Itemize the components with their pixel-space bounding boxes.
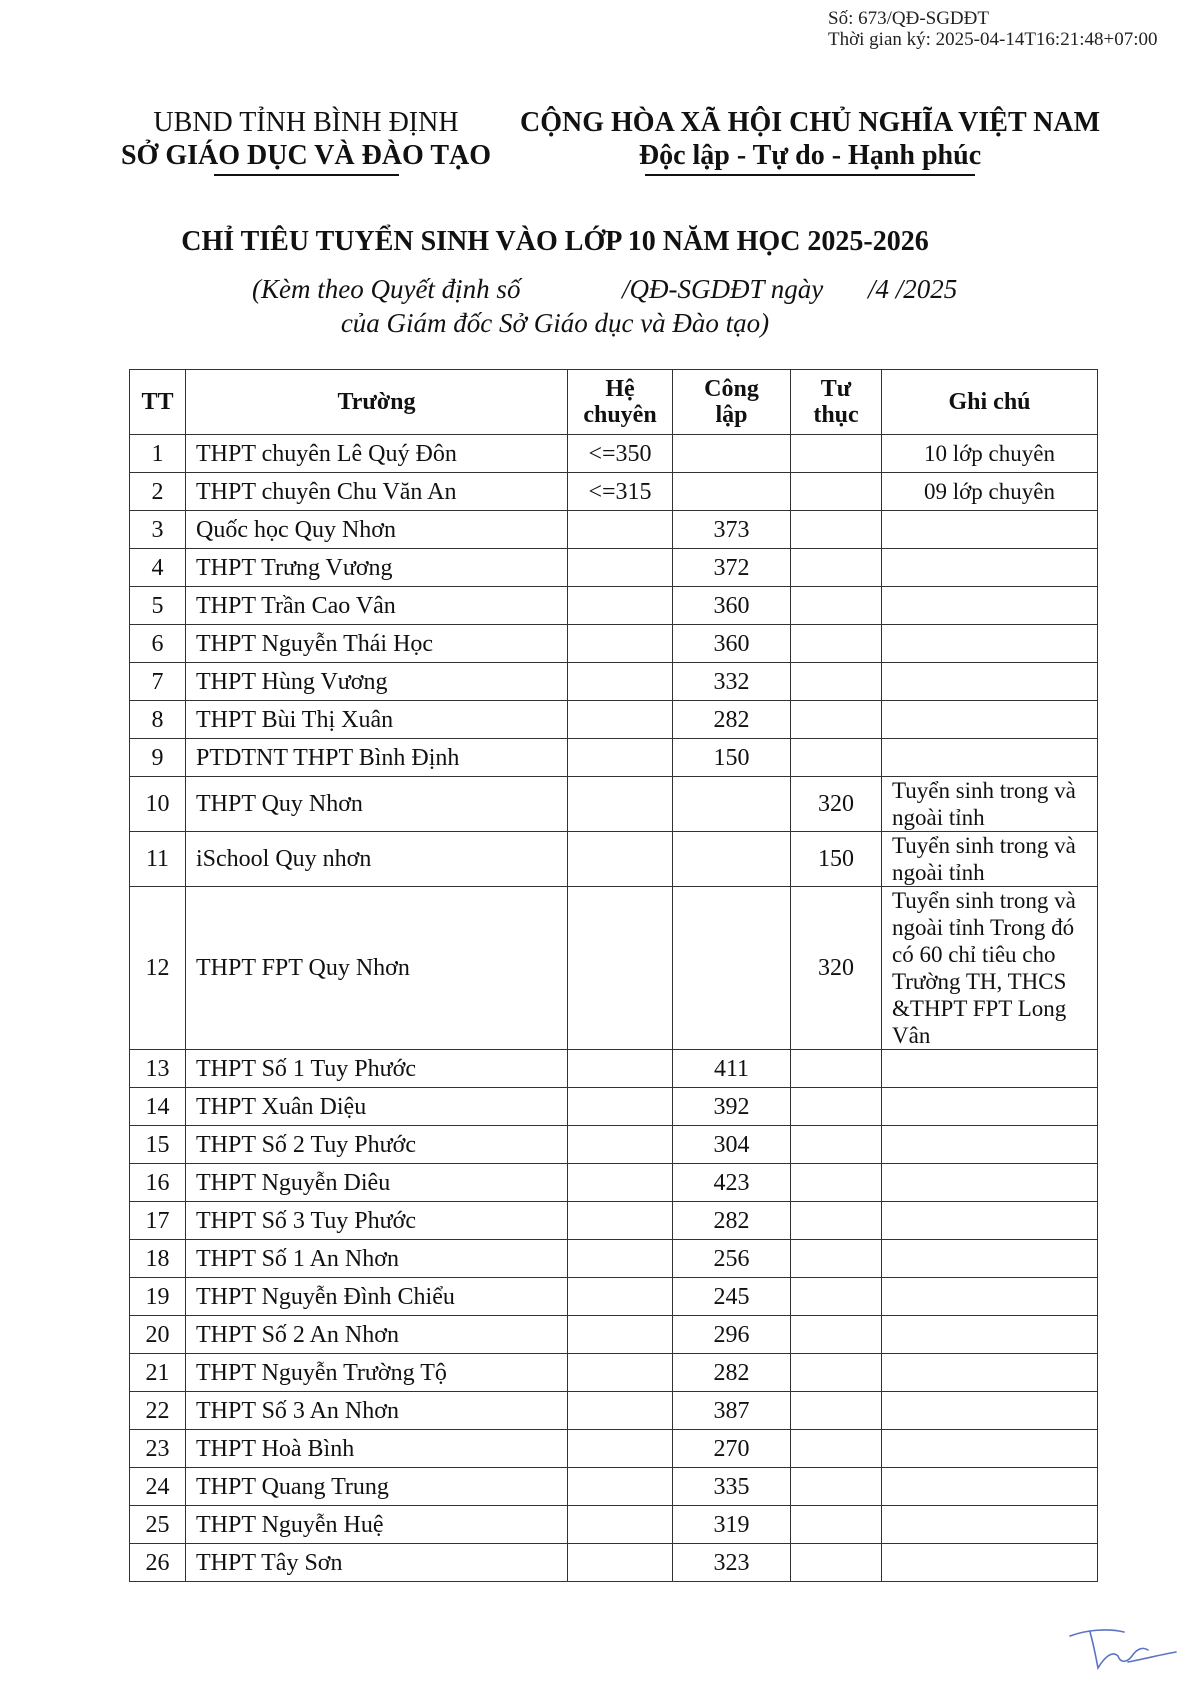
table-row <box>130 1278 1098 1316</box>
table-row <box>130 887 1098 1050</box>
note-cell: Tuyển sinh trong và ngoài tỉnh Trong đó có 60 chỉ tiêu cho Trường TH, THCS &THPT FPT Long Vân <box>882 887 1098 1050</box>
note-cell: Tuyển sinh trong và ngoài tỉnh <box>882 777 1098 832</box>
header-specialized: Hệ chuyên <box>568 370 673 435</box>
public-quota: 323 <box>673 1544 791 1582</box>
note-cell <box>882 1544 1098 1582</box>
school-name: THPT Hoà Bình <box>186 1430 568 1468</box>
school-name: THPT Quang Trung <box>186 1468 568 1506</box>
note-cell <box>882 1468 1098 1506</box>
note-cell <box>882 1202 1098 1240</box>
note-cell <box>882 1316 1098 1354</box>
national-header <box>515 106 1105 176</box>
row-number: 7 <box>130 663 186 701</box>
row-number: 26 <box>130 1544 186 1582</box>
private-quota <box>791 739 882 777</box>
document-number: Số: 673/QĐ-SGDĐT <box>828 8 989 29</box>
public-quota: 392 <box>673 1088 791 1126</box>
subtitle-decision-date: /4 /2025 <box>868 274 958 304</box>
header-private: Tư thục <box>791 370 882 435</box>
private-quota: 320 <box>791 887 882 1050</box>
row-number: 5 <box>130 587 186 625</box>
private-quota <box>791 1316 882 1354</box>
note-cell: 10 lớp chuyên <box>882 435 1098 473</box>
public-quota: 411 <box>673 1050 791 1088</box>
note-cell <box>882 1278 1098 1316</box>
specialized-quota <box>568 663 673 701</box>
specialized-quota <box>568 701 673 739</box>
public-quota <box>673 887 791 1050</box>
row-number: 17 <box>130 1202 186 1240</box>
public-quota <box>673 435 791 473</box>
table-row <box>130 663 1098 701</box>
table-row <box>130 1126 1098 1164</box>
issuer-province: UBND TỈNH BÌNH ĐỊNH <box>153 107 459 138</box>
private-quota <box>791 1468 882 1506</box>
note-cell <box>882 701 1098 739</box>
specialized-quota <box>568 549 673 587</box>
specialized-quota <box>568 1202 673 1240</box>
specialized-quota <box>568 1506 673 1544</box>
note-cell <box>882 1164 1098 1202</box>
school-name: THPT Số 3 An Nhơn <box>186 1392 568 1430</box>
row-number: 20 <box>130 1316 186 1354</box>
school-name: THPT Nguyễn Trường Tộ <box>186 1354 568 1392</box>
row-number: 11 <box>130 832 186 887</box>
school-name: THPT Trần Cao Vân <box>186 587 568 625</box>
school-name: THPT Số 2 An Nhơn <box>186 1316 568 1354</box>
row-number: 3 <box>130 511 186 549</box>
row-number: 8 <box>130 701 186 739</box>
table-row <box>130 625 1098 663</box>
public-quota: 150 <box>673 739 791 777</box>
table-row <box>130 1430 1098 1468</box>
note-cell <box>882 1354 1098 1392</box>
private-quota <box>791 1164 882 1202</box>
specialized-quota <box>568 739 673 777</box>
school-name: THPT chuyên Lê Quý Đôn <box>186 435 568 473</box>
issuer-department: SỞ GIÁO DỤC VÀ ĐÀO TẠO <box>120 140 491 171</box>
specialized-quota <box>568 1544 673 1582</box>
note-cell <box>882 625 1098 663</box>
row-number: 16 <box>130 1164 186 1202</box>
table-row <box>130 1050 1098 1088</box>
row-number: 25 <box>130 1506 186 1544</box>
note-cell <box>882 511 1098 549</box>
private-quota <box>791 625 882 663</box>
public-quota: 335 <box>673 1468 791 1506</box>
table-row <box>130 511 1098 549</box>
specialized-quota <box>568 625 673 663</box>
specialized-quota <box>568 1050 673 1088</box>
school-name: THPT Nguyễn Thái Học <box>186 625 568 663</box>
header-public: Công lập <box>673 370 791 435</box>
signed-time: Thời gian ký: 2025-04-14T16:21:48+07:00 <box>828 29 1158 50</box>
table-row <box>130 1088 1098 1126</box>
handwritten-signature <box>1068 1622 1178 1672</box>
document-subtitle <box>0 272 1110 340</box>
private-quota <box>791 1430 882 1468</box>
row-number: 4 <box>130 549 186 587</box>
motto-underline <box>645 174 975 176</box>
private-quota <box>791 511 882 549</box>
subtitle-decision-code: /QĐ-SGDĐT ngày <box>622 274 824 304</box>
note-cell: 09 lớp chuyên <box>882 473 1098 511</box>
public-quota <box>673 473 791 511</box>
school-name: iSchool Quy nhơn <box>186 832 568 887</box>
private-quota <box>791 1240 882 1278</box>
public-quota: 332 <box>673 663 791 701</box>
school-name: THPT Tây Sơn <box>186 1544 568 1582</box>
digital-signature-info <box>828 8 1158 50</box>
table-row <box>130 435 1098 473</box>
public-quota: 387 <box>673 1392 791 1430</box>
school-name: THPT chuyên Chu Văn An <box>186 473 568 511</box>
note-cell: Tuyển sinh trong và ngoài tỉnh <box>882 832 1098 887</box>
public-quota <box>673 832 791 887</box>
note-cell <box>882 1392 1098 1430</box>
row-number: 22 <box>130 1392 186 1430</box>
school-name: THPT FPT Quy Nhơn <box>186 887 568 1050</box>
school-name: THPT Hùng Vương <box>186 663 568 701</box>
note-cell <box>882 1088 1098 1126</box>
private-quota <box>791 1126 882 1164</box>
public-quota: 296 <box>673 1316 791 1354</box>
private-quota <box>791 1202 882 1240</box>
note-cell <box>882 549 1098 587</box>
school-name: THPT Trưng Vương <box>186 549 568 587</box>
school-name: THPT Xuân Diệu <box>186 1088 568 1126</box>
private-quota: 150 <box>791 832 882 887</box>
specialized-quota: <=350 <box>568 435 673 473</box>
school-name: THPT Số 1 Tuy Phước <box>186 1050 568 1088</box>
table-row <box>130 777 1098 832</box>
private-quota <box>791 1392 882 1430</box>
specialized-quota <box>568 1088 673 1126</box>
public-quota: 245 <box>673 1278 791 1316</box>
school-name: THPT Số 1 An Nhơn <box>186 1240 568 1278</box>
specialized-quota <box>568 832 673 887</box>
public-quota: 319 <box>673 1506 791 1544</box>
private-quota <box>791 435 882 473</box>
school-name: THPT Nguyễn Diêu <box>186 1164 568 1202</box>
specialized-quota <box>568 587 673 625</box>
public-quota: 282 <box>673 1202 791 1240</box>
private-quota: 320 <box>791 777 882 832</box>
table-header-row <box>130 370 1098 435</box>
table-row <box>130 1240 1098 1278</box>
public-quota: 372 <box>673 549 791 587</box>
specialized-quota <box>568 887 673 1050</box>
school-name: Quốc học Quy Nhơn <box>186 511 568 549</box>
table-row <box>130 1354 1098 1392</box>
row-number: 14 <box>130 1088 186 1126</box>
public-quota: 282 <box>673 701 791 739</box>
specialized-quota: <=315 <box>568 473 673 511</box>
document-title: CHỈ TIÊU TUYỂN SINH VÀO LỚP 10 NĂM HỌC 2025-2026 <box>181 226 929 257</box>
public-quota: 360 <box>673 625 791 663</box>
row-number: 24 <box>130 1468 186 1506</box>
specialized-quota <box>568 777 673 832</box>
private-quota <box>791 1088 882 1126</box>
private-quota <box>791 1354 882 1392</box>
issuer-header <box>120 106 492 176</box>
note-cell <box>882 1506 1098 1544</box>
note-cell <box>882 739 1098 777</box>
row-number: 12 <box>130 887 186 1050</box>
note-cell <box>882 1430 1098 1468</box>
private-quota <box>791 549 882 587</box>
subtitle-issuer: của Giám đốc Sở Giáo dục và Đào tạo) <box>340 308 770 338</box>
table-row <box>130 1544 1098 1582</box>
enrollment-quota-table <box>129 369 1098 1582</box>
school-name: THPT Số 3 Tuy Phước <box>186 1202 568 1240</box>
national-motto: Độc lập - Tự do - Hạnh phúc <box>638 140 982 171</box>
table-row <box>130 549 1098 587</box>
subtitle-decision-prefix: (Kèm theo Quyết định số <box>252 274 521 304</box>
specialized-quota <box>568 1430 673 1468</box>
specialized-quota <box>568 1468 673 1506</box>
national-title: CỘNG HÒA XÃ HỘI CHỦ NGHĨA VIỆT NAM <box>519 107 1101 138</box>
private-quota <box>791 587 882 625</box>
private-quota <box>791 473 882 511</box>
table-row <box>130 739 1098 777</box>
row-number: 9 <box>130 739 186 777</box>
row-number: 18 <box>130 1240 186 1278</box>
table-row <box>130 832 1098 887</box>
school-name: THPT Nguyễn Đình Chiểu <box>186 1278 568 1316</box>
private-quota <box>791 1278 882 1316</box>
row-number: 21 <box>130 1354 186 1392</box>
private-quota <box>791 1506 882 1544</box>
specialized-quota <box>568 1354 673 1392</box>
table-row <box>130 1392 1098 1430</box>
public-quota: 282 <box>673 1354 791 1392</box>
row-number: 19 <box>130 1278 186 1316</box>
table-row <box>130 1468 1098 1506</box>
table-row <box>130 1316 1098 1354</box>
note-cell <box>882 1126 1098 1164</box>
private-quota <box>791 1544 882 1582</box>
specialized-quota <box>568 511 673 549</box>
row-number: 1 <box>130 435 186 473</box>
public-quota <box>673 777 791 832</box>
specialized-quota <box>568 1316 673 1354</box>
school-name: THPT Quy Nhơn <box>186 777 568 832</box>
public-quota: 256 <box>673 1240 791 1278</box>
public-quota: 373 <box>673 511 791 549</box>
school-name: THPT Bùi Thị Xuân <box>186 701 568 739</box>
private-quota <box>791 1050 882 1088</box>
school-name: PTDTNT THPT Bình Định <box>186 739 568 777</box>
public-quota: 423 <box>673 1164 791 1202</box>
row-number: 15 <box>130 1126 186 1164</box>
table-row <box>130 1202 1098 1240</box>
table-row <box>130 1164 1098 1202</box>
specialized-quota <box>568 1392 673 1430</box>
public-quota: 270 <box>673 1430 791 1468</box>
school-name: THPT Số 2 Tuy Phước <box>186 1126 568 1164</box>
header-note: Ghi chú <box>882 370 1098 435</box>
table-row <box>130 587 1098 625</box>
note-cell <box>882 663 1098 701</box>
row-number: 23 <box>130 1430 186 1468</box>
row-number: 2 <box>130 473 186 511</box>
header-tt: TT <box>130 370 186 435</box>
issuer-underline <box>214 174 399 176</box>
public-quota: 360 <box>673 587 791 625</box>
public-quota: 304 <box>673 1126 791 1164</box>
row-number: 13 <box>130 1050 186 1088</box>
specialized-quota <box>568 1164 673 1202</box>
table-row <box>130 1506 1098 1544</box>
table-row <box>130 473 1098 511</box>
header-school: Trường <box>186 370 568 435</box>
private-quota <box>791 701 882 739</box>
row-number: 6 <box>130 625 186 663</box>
note-cell <box>882 1050 1098 1088</box>
row-number: 10 <box>130 777 186 832</box>
note-cell <box>882 1240 1098 1278</box>
specialized-quota <box>568 1278 673 1316</box>
private-quota <box>791 663 882 701</box>
specialized-quota <box>568 1240 673 1278</box>
specialized-quota <box>568 1126 673 1164</box>
note-cell <box>882 587 1098 625</box>
table-row <box>130 701 1098 739</box>
school-name: THPT Nguyễn Huệ <box>186 1506 568 1544</box>
